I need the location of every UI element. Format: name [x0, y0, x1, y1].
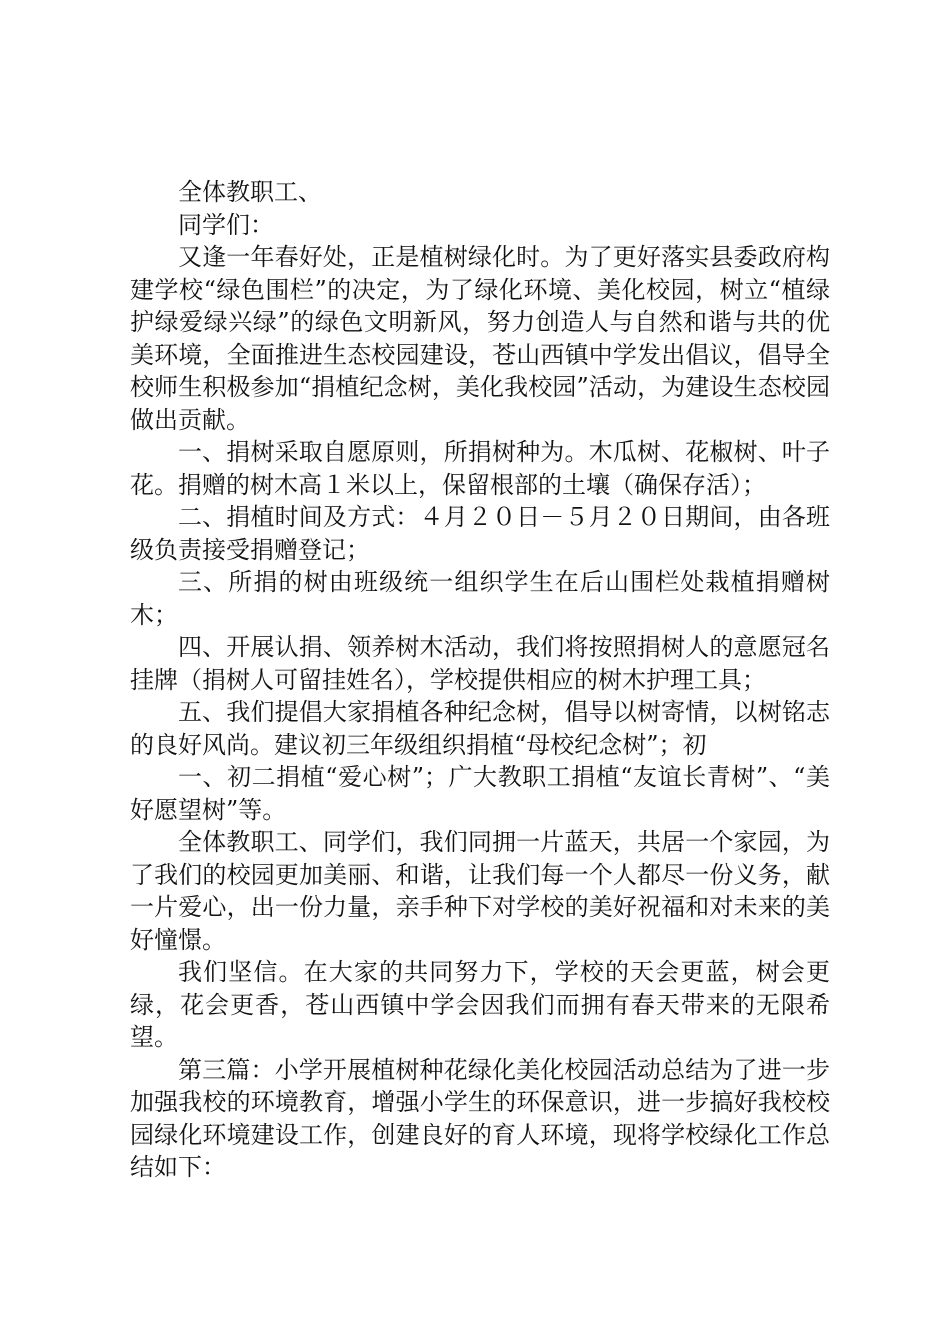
item-1-paragraph: 一、捐树采取自愿原则，所捐树种为。木瓜树、花椒树、叶子花。捐赠的树木高１米以上，保留根部的土壤（确保存活）；: [130, 438, 830, 499]
salutation-line-1: 全体教职工、: [178, 178, 322, 206]
item-5-paragraph: 五、我们提倡大家捐植各种纪念树，倡导以树寄情，以树铭志的良好风尚。建议初三年级组织捐植“母校纪念树”；初: [130, 698, 830, 759]
belief-paragraph: 我们坚信。在大家的共同努力下，学校的天会更蓝，树会更绿，花会更香，苍山西镇中学会因我们而拥有春天带来的无限希望。: [130, 958, 830, 1051]
item-3-paragraph: 三、所捐的树由班级统一组织学生在后山围栏处栽植捐赠树木；: [130, 568, 830, 629]
appeal-paragraph: 全体教职工、同学们，我们同拥一片蓝天，共居一个家园，为了我们的校园更加美丽、和谐，让我们每一个人都尽一份义务，献一片爱心，出一份力量，亲手种下对学校的美好祝福和对未来的美好憧憬。: [130, 828, 830, 954]
item-5-continuation: 一、初二捐植“爱心树”；广大教职工捐植“友谊长青树”、“美好愿望树”等。: [130, 763, 830, 824]
document-body: [130, 176, 830, 1184]
part-three-paragraph: 第三篇：小学开展植树种花绿化美化校园活动总结为了进一步加强我校的环境教育，增强小学生的环保意识，进一步搞好我校校园绿化环境建设工作，创建良好的育人环境，现将学校绿化工作总结如下：: [130, 1055, 830, 1181]
intro-paragraph: 又逢一年春好处，正是植树绿化时。为了更好落实县委政府构建学校“绿色围栏”的决定，为了绿化环境、美化校园，树立“植绿护绿爱绿兴绿”的绿色文明新风，努力创造人与自然和谐与共的优美环境，全面推进生态校园建设，苍山西镇中学发出倡议，倡导全校师生积极参加“捐植纪念树，美化我校园”活动，为建设生态校园做出贡献。: [130, 243, 830, 434]
item-2-paragraph: 二、捐植时间及方式：４月２０日－５月２０日期间，由各班级负责接受捐赠登记；: [130, 503, 830, 564]
item-4-paragraph: 四、开展认捐、领养树木活动，我们将按照捐树人的意愿冠名挂牌（捐树人可留挂姓名），学校提供相应的树木护理工具；: [130, 633, 830, 694]
salutation-line-2: 同学们：: [178, 210, 274, 239]
